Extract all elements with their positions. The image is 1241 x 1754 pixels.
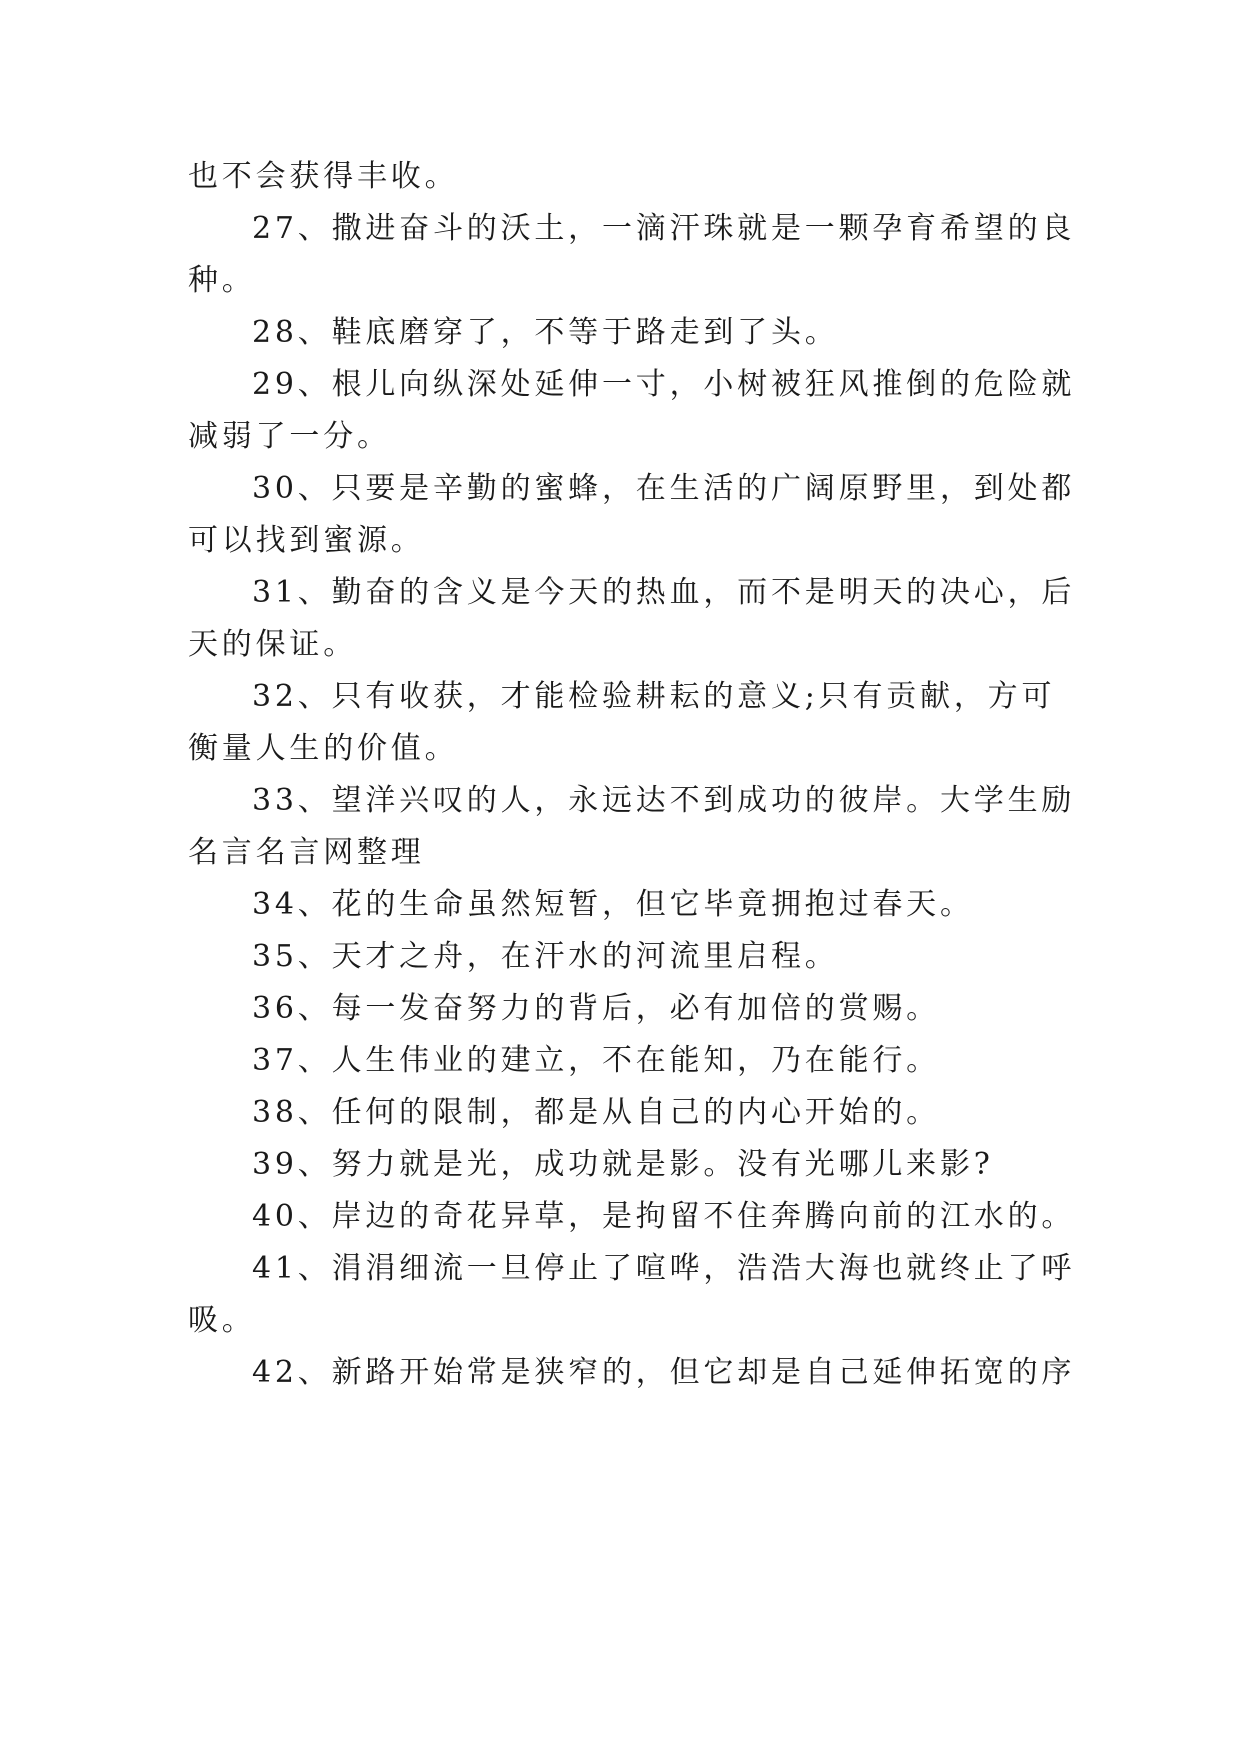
paragraph-line: 34、花的生命虽然短暂，但它毕竟拥抱过春天。 xyxy=(252,887,974,922)
paragraph-line: 38、任何的限制，都是从自己的内心开始的。 xyxy=(252,1095,940,1130)
paragraph-line: 41、涓涓细流一旦停止了喧哗，浩浩大海也就终止了呼 xyxy=(252,1251,1076,1286)
paragraph-line: 可以找到蜜源。 xyxy=(188,523,425,558)
paragraph-line: 天的保证。 xyxy=(188,627,357,662)
paragraph-line: 29、根儿向纵深处延伸一寸，小树被狂风推倒的危险就 xyxy=(252,367,1076,402)
paragraph-line: 39、努力就是光，成功就是影。没有光哪儿来影? xyxy=(252,1147,994,1182)
paragraph-line: 35、天才之舟，在汗水的河流里启程。 xyxy=(252,939,839,974)
paragraph-line: 40、岸边的奇花异草，是拘留不住奔腾向前的江水的。 xyxy=(252,1199,1076,1234)
paragraph-line: 也不会获得丰收。 xyxy=(188,159,459,194)
paragraph-line: 37、人生伟业的建立，不在能知，乃在能行。 xyxy=(252,1043,940,1078)
paragraph-line: 种。 xyxy=(188,263,256,298)
paragraph-line: 42、新路开始常是狭窄的，但它却是自己延伸拓宽的序 xyxy=(252,1355,1076,1390)
paragraph-line: 减弱了一分。 xyxy=(188,419,391,454)
paragraph-line: 28、鞋底磨穿了，不等于路走到了头。 xyxy=(252,315,839,350)
paragraph-line: 31、勤奋的含义是今天的热血，而不是明天的决心，后 xyxy=(252,575,1076,610)
paragraph-line: 33、望洋兴叹的人，永远达不到成功的彼岸。大学生励 xyxy=(252,783,1076,818)
paragraph-line: 36、每一发奋努力的背后，必有加倍的赏赐。 xyxy=(252,991,940,1026)
paragraph-line: 衡量人生的价值。 xyxy=(188,731,459,766)
paragraph-line: 30、只要是辛勤的蜜蜂，在生活的广阔原野里，到处都 xyxy=(252,471,1076,506)
paragraph-line: 吸。 xyxy=(188,1303,256,1338)
paragraph-line: 32、只有收获，才能检验耕耘的意义;只有贡献，方可 xyxy=(252,679,1056,714)
paragraph-line: 名言名言网整理 xyxy=(188,835,425,870)
paragraph-line: 27、撒进奋斗的沃土，一滴汗珠就是一颗孕育希望的良 xyxy=(252,211,1076,246)
document-body xyxy=(188,158,1076,1392)
